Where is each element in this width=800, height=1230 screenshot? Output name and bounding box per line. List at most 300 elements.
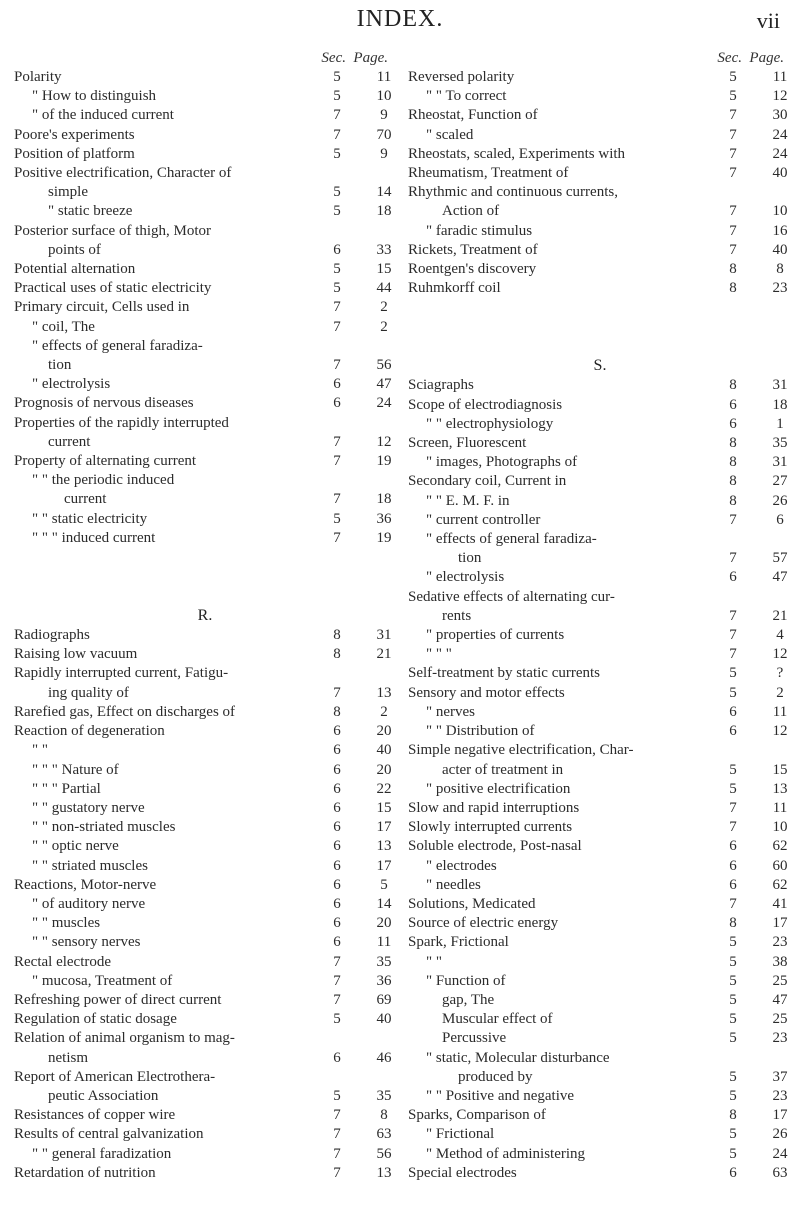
index-entry	[408, 202, 792, 221]
entry-text: Ruhmkorff coil	[408, 280, 501, 297]
entry-section: 6	[729, 723, 737, 740]
entry-text: " mucosa, Treatment of	[32, 972, 173, 989]
index-entry	[14, 780, 396, 799]
entry-page: 22	[376, 780, 392, 797]
entry-text: Rhythmic and continuous currents,	[408, 184, 618, 201]
index-entry	[14, 222, 396, 241]
entry-page: 8	[380, 1107, 388, 1124]
entry-page: 17	[772, 1107, 788, 1124]
index-entry	[14, 337, 396, 356]
entry-text: Regulation of static dosage	[14, 1011, 177, 1028]
entry-section: 8	[729, 280, 737, 297]
index-entry	[408, 722, 792, 741]
entry-page: 2	[380, 318, 388, 335]
entry-section: 5	[729, 69, 737, 85]
index-entry	[408, 607, 792, 626]
entry-page: 23	[772, 1087, 788, 1104]
entry-text: Polarity	[14, 69, 62, 85]
index-entry	[14, 279, 396, 298]
entry-text: " coil, The	[32, 318, 95, 335]
entry-page: 56	[376, 357, 392, 374]
entry-page: 41	[772, 895, 788, 912]
entry-section: 5	[333, 1087, 341, 1104]
entry-page: 15	[376, 799, 392, 816]
index-entry	[14, 626, 396, 645]
index-entry	[14, 298, 396, 317]
entry-page: 57	[772, 550, 788, 567]
entry-page: 35	[376, 1087, 392, 1104]
entry-page: 62	[772, 838, 788, 855]
index-entry	[408, 1010, 792, 1029]
index-entry	[14, 529, 396, 548]
index-entry	[14, 1106, 396, 1125]
entry-text: Rectal electrode	[14, 953, 112, 970]
entry-page: 20	[376, 761, 392, 778]
index-entry	[408, 164, 792, 183]
entry-text: Solutions, Medicated	[408, 895, 536, 912]
entry-text: simple	[48, 184, 88, 201]
entry-page: 12	[772, 646, 788, 663]
entry-section: 5	[729, 1087, 737, 1104]
entry-section: 5	[729, 1011, 737, 1028]
entry-section: 7	[729, 895, 737, 912]
entry-section: 5	[333, 69, 341, 85]
entry-text: " static, Molecular disturbance	[426, 1049, 610, 1066]
entry-text: Refreshing power of direct current	[14, 991, 222, 1008]
entry-section: 7	[729, 222, 737, 239]
entry-section: 8	[729, 492, 737, 509]
index-entry	[14, 818, 396, 837]
entry-text: " Method of administering	[426, 1145, 586, 1162]
entry-page: 23	[772, 280, 788, 297]
entry-section: 7	[333, 972, 341, 989]
index-entry	[408, 799, 792, 818]
entry-page: 24	[772, 145, 788, 162]
index-entry	[408, 741, 792, 760]
entry-text: " electrolysis	[32, 376, 111, 393]
entry-page: 20	[376, 915, 392, 932]
entry-text: Rapidly interrupted current, Fatigu-	[14, 665, 229, 682]
index-entry	[408, 972, 792, 991]
entry-page: 5	[380, 876, 388, 893]
entry-page: 18	[376, 203, 392, 220]
entry-page: 63	[376, 1126, 392, 1143]
entry-page: 26	[772, 492, 788, 509]
index-entry	[14, 356, 396, 375]
entry-page: 47	[772, 991, 788, 1008]
entry-text: " " general faradization	[32, 1145, 172, 1162]
entry-page: 12	[772, 723, 788, 740]
entry-page: 47	[772, 569, 788, 586]
entry-section: 6	[729, 838, 737, 855]
entry-page: 18	[376, 491, 392, 508]
entry-page: 24	[376, 395, 392, 412]
index-entry	[14, 991, 396, 1010]
index-entry	[14, 857, 396, 876]
entry-text: " " Positive and negative	[426, 1087, 575, 1104]
entry-page: 20	[376, 723, 392, 740]
entry-text: Roentgen's discovery	[408, 261, 537, 278]
index-entry	[14, 645, 396, 664]
index-entry	[14, 933, 396, 952]
entry-text: Poore's experiments	[14, 126, 135, 143]
entry-page: 19	[376, 453, 392, 470]
entry-text: " " static electricity	[32, 510, 148, 527]
index-entry	[408, 396, 792, 415]
index-entry	[408, 126, 792, 145]
entry-page: 70	[376, 126, 392, 143]
entry-section: 5	[729, 1145, 737, 1162]
entry-section: 5	[729, 1030, 737, 1047]
entry-section: 6	[729, 876, 737, 893]
entry-page: 12	[772, 88, 788, 105]
entry-text: Prognosis of nervous diseases	[14, 395, 194, 412]
entry-page: 44	[376, 280, 392, 297]
entry-section: 7	[729, 241, 737, 258]
entry-page: 24	[772, 126, 788, 143]
entry-text: Positive electrification, Character of	[14, 165, 232, 182]
entry-text: " " E. M. F. in	[426, 492, 510, 509]
entry-text: Rheostat, Function of	[408, 107, 538, 124]
entry-page: 10	[772, 203, 788, 220]
entry-section: 7	[729, 627, 737, 644]
entry-page: 1	[776, 415, 784, 432]
entry-page: 13	[376, 838, 392, 855]
index-entry	[408, 1049, 792, 1068]
entry-section: 7	[333, 1164, 341, 1181]
entry-section: 5	[333, 203, 341, 220]
entry-text: peutic Association	[48, 1087, 159, 1104]
entry-section: 7	[333, 991, 341, 1008]
entry-text: Reversed polarity	[408, 69, 515, 85]
entry-page: 47	[376, 376, 392, 393]
entry-page: 17	[376, 819, 392, 836]
entry-text: Reaction of degeneration	[14, 723, 165, 740]
index-entry	[14, 260, 396, 279]
entry-text: " of the induced current	[32, 107, 174, 124]
index-column-right	[408, 48, 792, 1183]
index-entry	[408, 933, 792, 952]
index-entry	[14, 664, 396, 683]
entry-page: 46	[376, 1049, 392, 1066]
entry-section: 7	[729, 646, 737, 663]
entry-section: 7	[333, 529, 341, 546]
index-entry	[408, 1106, 792, 1125]
sec-header: Sec.	[717, 50, 742, 66]
index-entry	[14, 202, 396, 221]
index-entry	[408, 626, 792, 645]
index-entry	[408, 279, 792, 298]
entry-section: 5	[729, 953, 737, 970]
entry-text: Radiographs	[14, 627, 90, 644]
entry-section: 5	[333, 184, 341, 201]
entry-page: 11	[772, 69, 788, 85]
index-entry	[408, 453, 792, 472]
index-entry	[408, 588, 792, 607]
entry-text: " scaled	[426, 126, 474, 143]
entry-page: 31	[376, 627, 392, 644]
entry-page: 30	[772, 107, 788, 124]
entry-text: " " sensory nerves	[32, 934, 141, 951]
entry-section: 7	[333, 953, 341, 970]
entry-text: tion	[458, 550, 482, 567]
entry-section: 7	[333, 126, 341, 143]
index-entry	[408, 106, 792, 125]
entry-text: " electrodes	[426, 857, 497, 874]
entry-text: " " the periodic induced	[32, 472, 175, 489]
entry-section: 6	[333, 723, 341, 740]
entry-text: Sensory and motor effects	[408, 684, 565, 701]
entry-section: 8	[333, 703, 341, 720]
entry-text: " " " induced current	[32, 529, 156, 546]
entry-text: Scope of electrodiagnosis	[408, 396, 563, 413]
index-entry	[14, 510, 396, 529]
entry-page: 35	[772, 435, 788, 452]
entry-text: " " " Nature of	[32, 761, 119, 778]
entry-page: 35	[376, 953, 392, 970]
entry-page: 8	[776, 261, 784, 278]
entry-text: " effects of general faradiza-	[32, 337, 203, 354]
entry-text: " positive electrification	[426, 780, 571, 797]
entry-text: Soluble electrode, Post-nasal	[408, 838, 582, 855]
entry-section: 8	[729, 915, 737, 932]
entry-text: " static breeze	[48, 203, 133, 220]
entry-section: 5	[333, 510, 341, 527]
entry-section: 5	[729, 991, 737, 1008]
entry-section: 5	[729, 684, 737, 701]
entry-section: 6	[333, 819, 341, 836]
index-entry	[14, 433, 396, 452]
entry-page: 40	[376, 1011, 392, 1028]
entry-page: 12	[376, 433, 392, 450]
entry-section: 5	[729, 665, 737, 682]
index-entry	[14, 375, 396, 394]
entry-section: 6	[333, 395, 341, 412]
section-letter: S.	[593, 357, 607, 375]
entry-section: 7	[729, 203, 737, 220]
index-entry	[14, 876, 396, 895]
entry-section: 7	[333, 1145, 341, 1162]
entry-section: 5	[729, 88, 737, 105]
entry-section: 8	[729, 1107, 737, 1124]
index-entry	[408, 415, 792, 434]
entry-text: current	[48, 433, 91, 450]
entry-page: 2	[776, 684, 784, 701]
index-entry	[408, 1164, 792, 1183]
index-entry	[14, 68, 396, 87]
entry-section: 8	[729, 454, 737, 471]
index-entry	[14, 1068, 396, 1087]
index-entry	[408, 953, 792, 972]
entry-text: produced by	[458, 1068, 533, 1085]
index-entry	[408, 472, 792, 491]
entry-text: Rarefied gas, Effect on discharges of	[14, 703, 236, 720]
entry-text: " "	[32, 742, 48, 759]
entry-section: 6	[333, 742, 341, 759]
index-entry	[14, 799, 396, 818]
index-entry	[14, 164, 396, 183]
entry-text: ing quality of	[48, 684, 129, 701]
entry-page: 10	[772, 819, 788, 836]
entry-page: 15	[376, 261, 392, 278]
entry-text: " " Distribution of	[426, 723, 535, 740]
entry-text: tion	[48, 357, 72, 374]
index-entry	[14, 87, 396, 106]
entry-text: Retardation of nutrition	[14, 1164, 156, 1181]
entry-text: Resistances of copper wire	[14, 1107, 176, 1124]
entry-section: 7	[729, 107, 737, 124]
column-header	[14, 48, 396, 68]
index-entry	[14, 241, 396, 260]
entry-section: 6	[729, 569, 737, 586]
index-entry	[408, 87, 792, 106]
index-entry	[14, 837, 396, 856]
entry-section: 5	[729, 780, 737, 797]
entry-page: 11	[772, 703, 788, 720]
entry-text: " " muscles	[32, 915, 101, 932]
entry-text: Properties of the rapidly interrupted	[14, 414, 229, 431]
entry-page: 11	[376, 934, 392, 951]
index-entry	[14, 126, 396, 145]
index-entry	[14, 703, 396, 722]
entry-text: Special electrodes	[408, 1164, 517, 1181]
index-entry	[14, 761, 396, 780]
entry-text: Slowly interrupted currents	[408, 819, 573, 836]
index-entry	[14, 684, 396, 703]
entry-page: 17	[772, 915, 788, 932]
entry-section: 8	[729, 435, 737, 452]
entry-text: points of	[48, 241, 101, 258]
entry-section: 6	[333, 895, 341, 912]
entry-text: Posterior surface of thigh, Motor	[14, 222, 212, 239]
entry-text: " " non-striated muscles	[32, 819, 176, 836]
entry-page: 19	[376, 529, 392, 546]
entry-page: 56	[376, 1145, 392, 1162]
entry-section: 6	[333, 876, 341, 893]
entry-page: 31	[772, 454, 788, 471]
index-entry	[14, 972, 396, 991]
index-entry	[14, 318, 396, 337]
index-entry	[14, 1145, 396, 1164]
entry-page: 11	[772, 799, 788, 816]
index-entry	[408, 145, 792, 164]
entry-text: Potential alternation	[14, 261, 136, 278]
entry-section: 7	[729, 511, 737, 528]
index-entry	[408, 511, 792, 530]
index-entry	[408, 876, 792, 895]
index-entry	[14, 1029, 396, 1048]
entry-section: 6	[333, 838, 341, 855]
index-entry	[408, 914, 792, 933]
entry-text: Sedative effects of alternating cur-	[408, 588, 615, 605]
entry-text: Action of	[442, 203, 500, 220]
entry-page: 13	[772, 780, 788, 797]
entry-page: 37	[772, 1068, 788, 1085]
index-entry	[14, 414, 396, 433]
index-entry	[14, 452, 396, 471]
entry-section: 7	[333, 299, 341, 316]
page-number: vii	[756, 8, 780, 33]
entry-section: 5	[729, 1126, 737, 1143]
index-entry	[408, 1029, 792, 1048]
page-header: Page.	[749, 50, 784, 66]
entry-section: 5	[333, 1011, 341, 1028]
entry-section: 6	[729, 415, 737, 432]
index-entry	[14, 183, 396, 202]
entry-page: 11	[376, 69, 392, 85]
index-entry	[408, 991, 792, 1010]
entry-page: 9	[380, 145, 388, 162]
entry-section: 6	[333, 934, 341, 951]
section-letter: R.	[197, 607, 213, 625]
entry-section: 8	[333, 627, 341, 644]
entry-text: Secondary coil, Current in	[408, 473, 567, 490]
index-entry	[408, 895, 792, 914]
entry-page: 16	[772, 222, 788, 239]
entry-page: 33	[376, 241, 392, 258]
entry-page: 31	[772, 377, 788, 394]
index-entry	[14, 953, 396, 972]
index-entry	[14, 394, 396, 413]
entry-page: 14	[376, 895, 392, 912]
index-entry	[14, 490, 396, 509]
entry-section: 7	[729, 126, 737, 143]
entry-section: 6	[729, 1164, 737, 1181]
entry-text: Relation of animal organism to mag-	[14, 1030, 235, 1047]
index-entry	[14, 914, 396, 933]
entry-section: 7	[729, 165, 737, 182]
entry-page: 15	[772, 761, 788, 778]
entry-section: 8	[729, 377, 737, 394]
index-entry	[14, 1087, 396, 1106]
entry-section: 6	[729, 857, 737, 874]
entry-section: 7	[333, 107, 341, 124]
entry-text: " " striated muscles	[32, 857, 148, 874]
entry-text: Rheostats, scaled, Experiments with	[408, 145, 626, 162]
entry-section: 7	[729, 799, 737, 816]
index-entry	[408, 1145, 792, 1164]
entry-section: 8	[729, 473, 737, 490]
entry-section: 7	[333, 491, 341, 508]
entry-page: 40	[772, 165, 788, 182]
index-entry	[408, 222, 792, 241]
entry-section: 6	[333, 915, 341, 932]
entry-section: 7	[333, 318, 341, 335]
index-entry	[14, 1164, 396, 1183]
entry-page: 38	[772, 953, 788, 970]
index-entries-right	[408, 68, 792, 1183]
entry-text: Percussive	[442, 1030, 507, 1047]
entry-page: 9	[380, 107, 388, 124]
entry-text: Property of alternating current	[14, 453, 197, 470]
index-entry	[408, 68, 792, 87]
entry-text: " nerves	[426, 703, 476, 720]
entry-text: Spark, Frictional	[408, 934, 509, 951]
entry-page: 17	[376, 857, 392, 874]
entry-text: " " To correct	[426, 88, 507, 105]
entry-page: 2	[380, 299, 388, 316]
index-entry	[14, 1010, 396, 1029]
index-entry	[408, 703, 792, 722]
entry-text: Rheumatism, Treatment of	[408, 165, 569, 182]
entry-section: 5	[729, 972, 737, 989]
entry-text: Report of American Electrothera-	[14, 1068, 216, 1085]
index-entry	[14, 1125, 396, 1144]
section-gap	[408, 298, 792, 356]
entry-section: 7	[333, 684, 341, 701]
entry-text: " of auditory nerve	[32, 895, 146, 912]
index-entry	[408, 1125, 792, 1144]
